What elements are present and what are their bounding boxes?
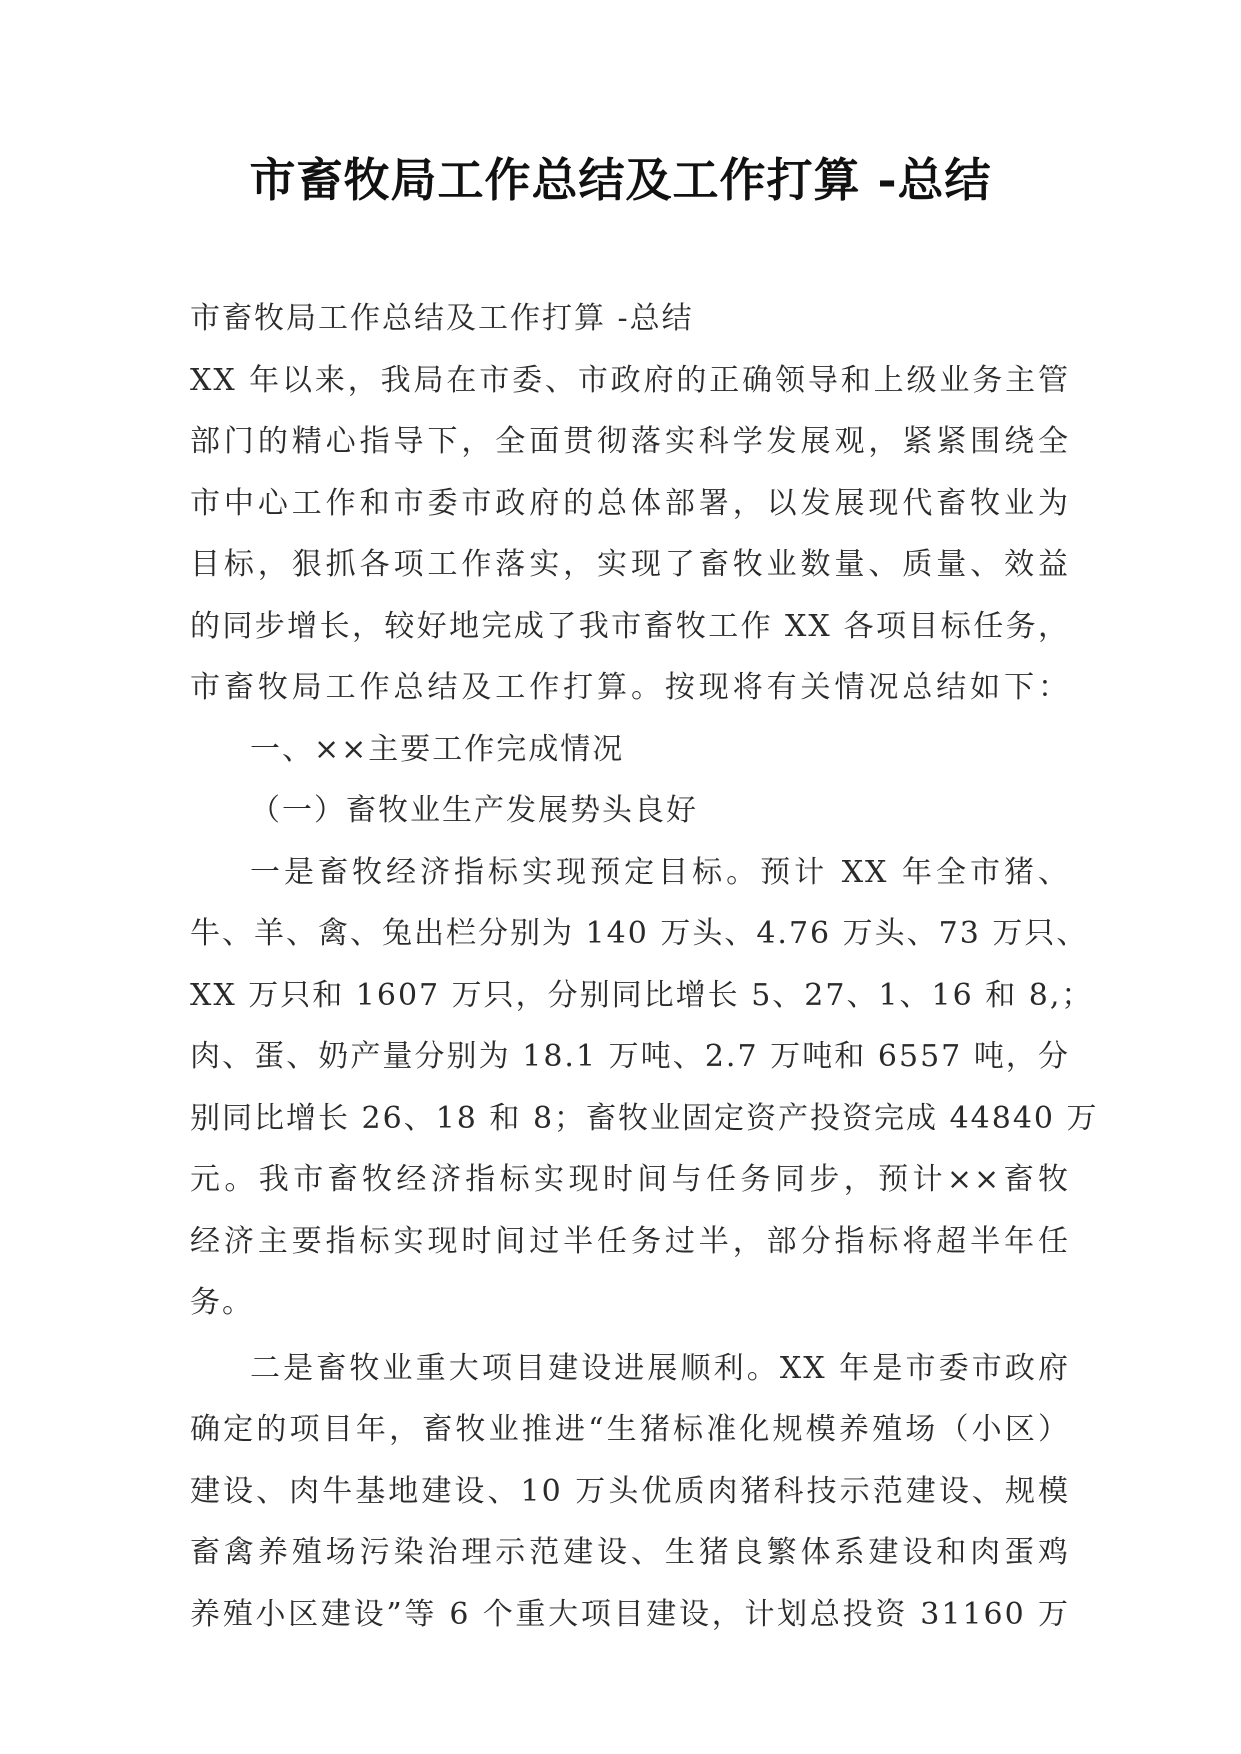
paragraph-line: 元。我市畜牧经济指标实现时间与任务同步，预计××畜牧: [190, 1162, 1070, 1197]
paragraph-line: 二是畜牧业重大项目建设进展顺利。XX 年是市委市政府: [250, 1350, 1070, 1386]
paragraph-line: 牛、羊、禽、兔出栏分别为 140 万头、4.76 万头、73 万只、: [190, 916, 1089, 951]
paragraph-line: 市畜牧局工作总结及工作打算。按现将有关情况总结如下：: [190, 670, 1070, 705]
paragraph-line: XX 年以来，我局在市委、市政府的正确领导和上级业务主管: [190, 362, 1070, 398]
paragraph-line: 别同比增长 26、18 和 8；畜牧业固定资产投资完成 44840 万: [190, 1100, 1099, 1136]
paragraph-line: 部门的精心指导下，全面贯彻落实科学发展观，紧紧围绕全: [190, 424, 1070, 459]
paragraph-line: 经济主要指标实现时间过半任务过半，部分指标将超半年任: [190, 1223, 1070, 1259]
paragraph-line: 肉、蛋、奶产量分别为 18.1 万吨、2.7 万吨和 6557 吨，分: [190, 1039, 1070, 1074]
paragraph-line: 一是畜牧经济指标实现预定目标。预计 XX 年全市猪、: [250, 854, 1070, 890]
section-heading: 一、××主要工作完成情况: [250, 731, 625, 767]
paragraph-line: 确定的项目年，畜牧业推进“生猪标准化规模养殖场（小区）: [190, 1412, 1070, 1447]
paragraph-line: 目标，狠抓各项工作落实，实现了畜牧业数量、质量、效益: [190, 547, 1070, 582]
paragraph-line: 市中心工作和市委市政府的总体部署，以发展现代畜牧业为: [190, 485, 1070, 521]
paragraph-line: 畜禽养殖场污染治理示范建设、生猪良繁体系建设和肉蛋鸡: [190, 1535, 1070, 1570]
paragraph-line: 建设、肉牛基地建设、10 万头优质肉猪科技示范建设、规模: [190, 1473, 1070, 1509]
paragraph-line: 养殖小区建设”等 6 个重大项目建设，计划总投资 31160 万: [190, 1596, 1070, 1632]
subtitle-line: 市畜牧局工作总结及工作打算 -总结: [190, 301, 694, 336]
paragraph-line: 的同步增长，较好地完成了我市畜牧工作 XX 各项目标任务，: [190, 608, 1070, 644]
document-title: 市畜牧局工作总结及工作打算 -总结: [249, 153, 992, 207]
paragraph-line: XX 万只和 1607 万只，分别同比增长 5、27、1、16 和 8,；: [190, 977, 1094, 1013]
paragraph-line: 务。: [190, 1285, 254, 1320]
subsection-heading: （一）畜牧业生产发展势头良好: [250, 793, 698, 828]
document-body: [190, 288, 1099, 1645]
